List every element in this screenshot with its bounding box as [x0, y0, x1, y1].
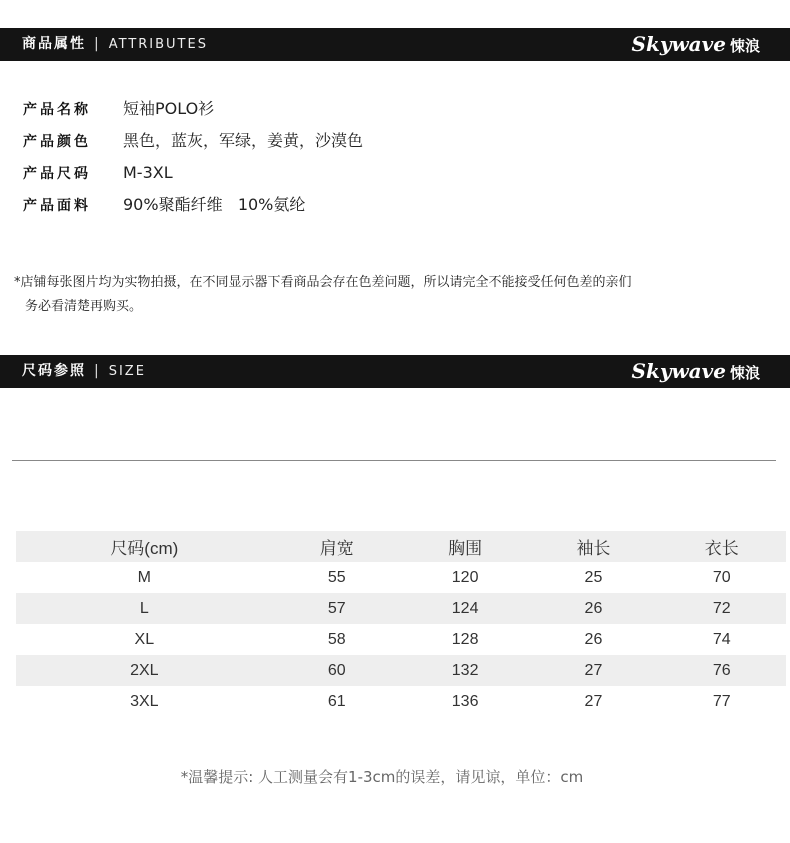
table-cell: 26	[584, 630, 603, 648]
attribute-label: 产品颜色	[23, 134, 91, 150]
table-header-row	[16, 531, 786, 562]
attribute-row-size	[23, 162, 363, 194]
table-row	[16, 593, 786, 624]
table-header-cell: 胸围	[401, 531, 529, 562]
attributes-section-title	[22, 28, 208, 61]
brand-logo	[632, 28, 760, 61]
table-header-cell: 袖长	[529, 531, 657, 562]
table-cell: 61	[327, 692, 346, 710]
attribute-value: 90%聚酯纤维 10%氨纶	[123, 195, 306, 214]
attributes-title-en: ATTRIBUTES	[108, 37, 208, 52]
table-cell: XL	[134, 630, 155, 648]
title-separator: |	[94, 363, 101, 379]
table-row	[16, 655, 786, 686]
table-cell: 77	[712, 692, 731, 710]
table-cell: 124	[401, 593, 529, 624]
table-cell: 60	[273, 655, 401, 686]
attribute-label: 产品尺码	[23, 166, 91, 182]
table-cell: 136	[451, 692, 479, 710]
size-header-bar	[0, 355, 790, 388]
notice-line: *店铺每张图片均为实物拍摄，在不同显示器下看商品会存在色差问题，所以请完全不能接受任何色差的亲们	[14, 275, 632, 290]
table-cell: 74	[712, 630, 731, 648]
size-title-cn: 尺码参照	[22, 363, 86, 379]
table-cell: 128	[451, 630, 479, 648]
table-cell: 132	[401, 655, 529, 686]
table-row	[16, 624, 786, 655]
table-cell: 70	[712, 568, 731, 586]
table-cell: 76	[658, 655, 786, 686]
table-cell: L	[16, 593, 273, 624]
table-cell: 25	[584, 568, 603, 586]
table-cell: 55	[327, 568, 346, 586]
attribute-value: 短袖POLO衫	[123, 99, 215, 118]
title-separator: |	[94, 36, 101, 52]
table-cell: 57	[273, 593, 401, 624]
notice-line: 务必看清楚再购买。	[25, 299, 143, 314]
brand-logo-text: Skywave	[631, 359, 726, 383]
measurement-tip: *温馨提示: 人工测量会有1-3cm的误差，请见谅，单位：cm	[180, 768, 584, 786]
size-title-en: SIZE	[108, 364, 146, 379]
table-cell: 27	[529, 655, 657, 686]
brand-logo	[632, 355, 760, 388]
table-row	[16, 562, 786, 593]
table-cell: 26	[529, 593, 657, 624]
attributes-header-bar	[0, 28, 790, 61]
table-cell: 72	[658, 593, 786, 624]
attribute-row-name	[23, 98, 363, 130]
table-cell: 58	[327, 630, 346, 648]
table-header-cell: 尺码(cm)	[16, 531, 273, 562]
table-cell: 27	[584, 692, 603, 710]
attributes-title-cn: 商品属性	[22, 36, 86, 52]
attribute-list	[23, 98, 363, 226]
size-section-title	[22, 355, 146, 388]
table-cell: 120	[451, 568, 479, 586]
attribute-row-fabric	[23, 194, 363, 226]
brand-logo-cn: 悚浪	[729, 364, 760, 382]
table-cell: 2XL	[16, 655, 273, 686]
brand-logo-text: Skywave	[631, 32, 726, 56]
table-cell: M	[137, 568, 151, 586]
color-difference-notice	[14, 271, 632, 319]
table-cell: 3XL	[130, 692, 159, 710]
table-header-cell: 衣长	[658, 531, 786, 562]
attribute-label: 产品名称	[23, 102, 91, 118]
attribute-value: M-3XL	[123, 163, 173, 182]
attribute-row-color	[23, 130, 363, 162]
table-row	[16, 686, 786, 717]
attribute-value: 黑色，蓝灰，军绿，姜黄，沙漠色	[123, 131, 364, 150]
divider-line	[12, 460, 776, 461]
attribute-label: 产品面料	[23, 198, 91, 214]
brand-logo-cn: 悚浪	[729, 37, 760, 55]
size-chart-table	[16, 531, 786, 717]
table-header-cell: 肩宽	[273, 531, 401, 562]
